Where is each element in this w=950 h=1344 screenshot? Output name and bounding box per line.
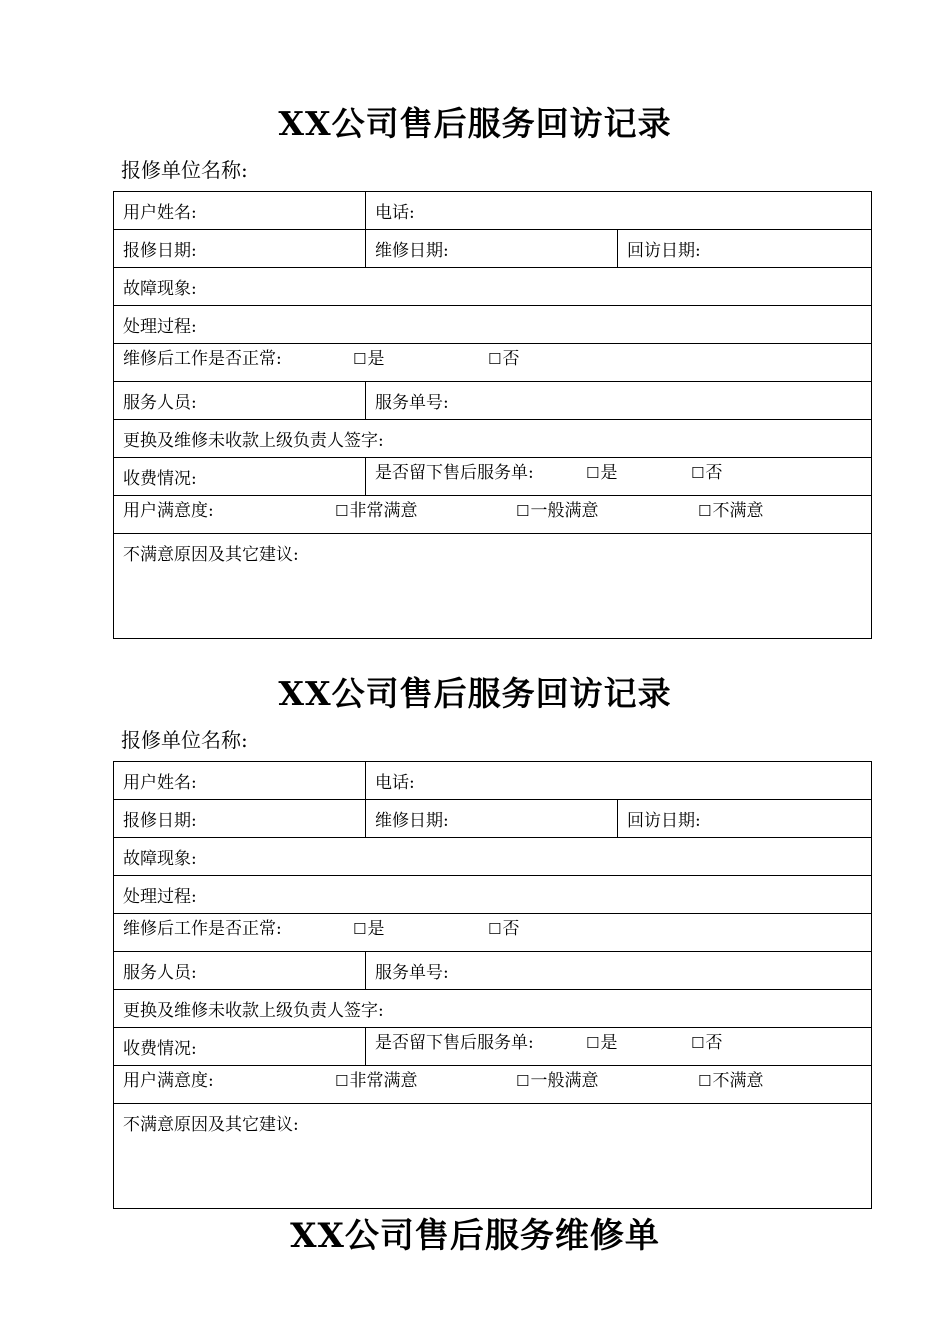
visit-date-cell[interactable] — [618, 800, 872, 838]
checkbox-icon: ☐ — [488, 920, 502, 938]
repair-form-title: XX公司售后服务维修单 — [290, 1216, 660, 1256]
record-table — [113, 761, 872, 1209]
work-normal-label: 维修后工作是否正常: — [123, 349, 282, 369]
record-table — [113, 191, 872, 639]
option-label: 否 — [705, 463, 723, 483]
checkbox-icon: ☐ — [516, 502, 530, 520]
work-normal-yes-checkbox[interactable] — [353, 914, 384, 939]
checkbox-icon: ☐ — [488, 350, 502, 368]
user-name-label: 用户姓名: — [123, 773, 197, 793]
service-no-label: 服务单号: — [375, 393, 449, 413]
checkbox-icon: ☐ — [698, 502, 712, 520]
checkbox-icon: ☐ — [516, 1072, 530, 1090]
service-staff-label: 服务人员: — [123, 393, 197, 413]
work-normal-no-checkbox[interactable] — [488, 344, 519, 369]
work-normal-yes-checkbox[interactable] — [353, 344, 384, 369]
process-label: 处理过程: — [123, 317, 197, 337]
fault-label: 故障现象: — [123, 849, 197, 869]
checkbox-icon: ☐ — [353, 920, 367, 938]
visit-date-cell[interactable] — [618, 230, 872, 268]
option-label: 是 — [367, 349, 385, 369]
checkbox-icon: ☐ — [335, 502, 349, 520]
work-normal-cell — [114, 344, 872, 382]
satisfaction-cell — [114, 1066, 872, 1104]
dissatisfied-checkbox[interactable] — [698, 496, 763, 521]
option-label: 否 — [502, 349, 520, 369]
fee-cell[interactable] — [114, 1028, 366, 1066]
process-cell[interactable] — [114, 876, 872, 914]
option-label: 不满意 — [712, 1071, 764, 1091]
reason-cell[interactable] — [114, 1104, 872, 1209]
repair-date-label: 维修日期: — [375, 811, 449, 831]
report-date-label: 报修日期: — [123, 811, 197, 831]
replace-sign-cell[interactable] — [114, 990, 872, 1028]
option-label: 不满意 — [712, 501, 764, 521]
work-normal-label: 维修后工作是否正常: — [123, 919, 282, 939]
work-normal-no-checkbox[interactable] — [488, 914, 519, 939]
option-label: 是 — [600, 1033, 618, 1053]
reason-cell[interactable] — [114, 534, 872, 639]
option-label: 一般满意 — [530, 501, 599, 521]
process-label: 处理过程: — [123, 887, 197, 907]
repair-date-cell[interactable] — [366, 230, 618, 268]
repair-date-label: 维修日期: — [375, 241, 449, 261]
fee-label: 收费情况: — [123, 1039, 197, 1059]
option-label: 是 — [367, 919, 385, 939]
fairly-satisfied-checkbox[interactable] — [516, 496, 598, 521]
option-label: 否 — [502, 919, 520, 939]
visit-date-label: 回访日期: — [627, 811, 701, 831]
option-label: 非常满意 — [349, 501, 418, 521]
replace-sign-label: 更换及维修未收款上级负责人签字: — [123, 1001, 384, 1021]
dissatisfied-checkbox[interactable] — [698, 1066, 763, 1091]
fault-cell[interactable] — [114, 268, 872, 306]
checkbox-icon: ☐ — [586, 1034, 600, 1052]
fault-cell[interactable] — [114, 838, 872, 876]
fault-label: 故障现象: — [123, 279, 197, 299]
form-title: XX公司售后服务回访记录 — [278, 674, 672, 713]
visit-date-label: 回访日期: — [627, 241, 701, 261]
checkbox-icon: ☐ — [586, 464, 600, 482]
keep-sheet-cell — [366, 1028, 872, 1066]
service-staff-label: 服务人员: — [123, 963, 197, 983]
keep-sheet-yes-checkbox[interactable] — [586, 458, 617, 483]
phone-cell[interactable] — [366, 762, 872, 800]
satisfaction-cell — [114, 496, 872, 534]
user-name-label: 用户姓名: — [123, 203, 197, 223]
report-date-cell[interactable] — [114, 800, 366, 838]
fee-label: 收费情况: — [123, 469, 197, 489]
work-normal-cell — [114, 914, 872, 952]
option-label: 否 — [705, 1033, 723, 1053]
phone-label: 电话: — [375, 773, 415, 793]
very-satisfied-checkbox[interactable] — [335, 496, 417, 521]
option-label: 一般满意 — [530, 1071, 599, 1091]
unit-name-label: 报修单位名称: — [121, 728, 248, 752]
keep-sheet-label: 是否留下售后服务单: — [375, 1033, 534, 1053]
fee-cell[interactable] — [114, 458, 366, 496]
process-cell[interactable] — [114, 306, 872, 344]
satisfaction-label: 用户满意度: — [123, 1071, 214, 1091]
replace-sign-cell[interactable] — [114, 420, 872, 458]
fairly-satisfied-checkbox[interactable] — [516, 1066, 598, 1091]
keep-sheet-no-checkbox[interactable] — [691, 458, 722, 483]
user-name-cell[interactable] — [114, 192, 366, 230]
report-date-cell[interactable] — [114, 230, 366, 268]
option-label: 是 — [600, 463, 618, 483]
repair-date-cell[interactable] — [366, 800, 618, 838]
phone-cell[interactable] — [366, 192, 872, 230]
checkbox-icon: ☐ — [353, 350, 367, 368]
checkbox-icon: ☐ — [691, 1034, 705, 1052]
report-date-label: 报修日期: — [123, 241, 197, 261]
keep-sheet-yes-checkbox[interactable] — [586, 1028, 617, 1053]
form-title: XX公司售后服务回访记录 — [278, 104, 672, 143]
service-no-label: 服务单号: — [375, 963, 449, 983]
keep-sheet-label: 是否留下售后服务单: — [375, 463, 534, 483]
service-no-cell[interactable] — [366, 382, 872, 420]
unit-name-label: 报修单位名称: — [121, 158, 248, 182]
satisfaction-label: 用户满意度: — [123, 501, 214, 521]
reason-label: 不满意原因及其它建议: — [123, 1115, 299, 1135]
phone-label: 电话: — [375, 203, 415, 223]
very-satisfied-checkbox[interactable] — [335, 1066, 417, 1091]
service-staff-cell[interactable] — [114, 952, 366, 990]
checkbox-icon: ☐ — [691, 464, 705, 482]
service-no-cell[interactable] — [366, 952, 872, 990]
service-staff-cell[interactable] — [114, 382, 366, 420]
checkbox-icon: ☐ — [335, 1072, 349, 1090]
keep-sheet-no-checkbox[interactable] — [691, 1028, 722, 1053]
user-name-cell[interactable] — [114, 762, 366, 800]
replace-sign-label: 更换及维修未收款上级负责人签字: — [123, 431, 384, 451]
reason-label: 不满意原因及其它建议: — [123, 545, 299, 565]
keep-sheet-cell — [366, 458, 872, 496]
checkbox-icon: ☐ — [698, 1072, 712, 1090]
option-label: 非常满意 — [349, 1071, 418, 1091]
